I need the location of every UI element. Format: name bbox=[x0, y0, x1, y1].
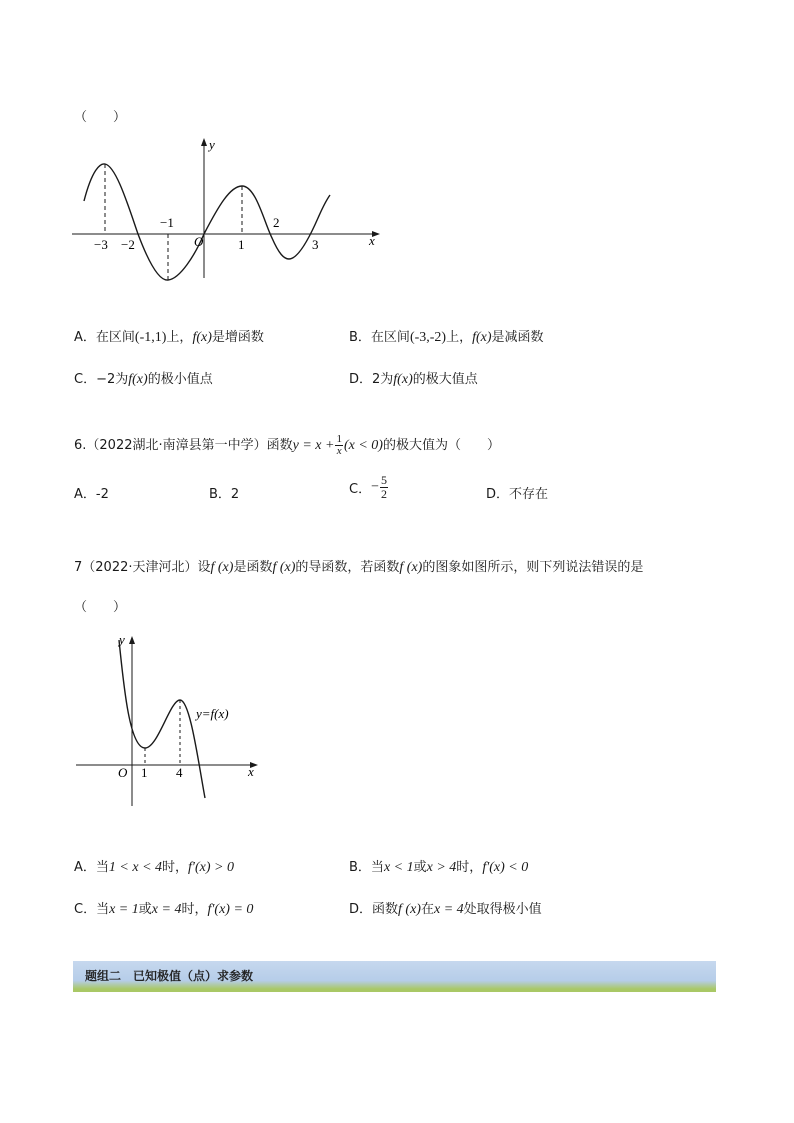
stem-text: 7（2022·天津河北）设 bbox=[74, 560, 211, 575]
origin-label: O bbox=[118, 765, 128, 780]
q5-option-c[interactable] bbox=[74, 368, 213, 388]
interval: (-3,-2) bbox=[409, 330, 447, 345]
tick-label-4: 4 bbox=[176, 765, 183, 780]
x-axis-label: x bbox=[248, 764, 254, 779]
tick-label-1: 1 bbox=[141, 765, 148, 780]
option-letter: C． bbox=[74, 372, 97, 387]
q5-option-d[interactable] bbox=[349, 368, 478, 388]
fraction-denominator: 2 bbox=[380, 487, 387, 501]
x-axis-label: x bbox=[369, 233, 375, 248]
fraction bbox=[335, 434, 343, 457]
tick-label-p2: 2 bbox=[273, 215, 280, 230]
y-axis-arrow bbox=[129, 636, 135, 644]
expression: f′(x) > 0 bbox=[188, 860, 234, 875]
fraction-denominator: x bbox=[336, 445, 342, 457]
option-value: 不存在 bbox=[509, 487, 549, 502]
q5-option-b[interactable] bbox=[349, 326, 544, 346]
q5-answer-paren: （ ） bbox=[74, 110, 127, 125]
option-text: 当 bbox=[370, 860, 384, 875]
q6-option-c[interactable] bbox=[349, 474, 389, 501]
tick-label-p1: 1 bbox=[238, 237, 245, 252]
q7-option-a[interactable] bbox=[74, 856, 234, 876]
expression: y = x + bbox=[292, 438, 335, 453]
option-text: 当 bbox=[96, 902, 110, 917]
option-letter: C． bbox=[74, 902, 97, 917]
option-text: 是增函数 bbox=[211, 330, 264, 345]
option-letter: D． bbox=[349, 372, 373, 387]
function-name: f(x) bbox=[192, 330, 212, 345]
function-name: f (x) bbox=[272, 560, 296, 575]
tick-label-m1: −1 bbox=[160, 215, 174, 230]
option-text: 时， bbox=[162, 860, 189, 875]
option-text: 上， bbox=[446, 330, 473, 345]
option-letter: D． bbox=[486, 487, 510, 502]
y-axis-arrow bbox=[201, 138, 207, 146]
q7-answer-paren: （ ） bbox=[74, 600, 127, 615]
expression: f′(x) = 0 bbox=[207, 902, 254, 917]
option-letter: C． bbox=[349, 482, 372, 497]
option-text: 当 bbox=[95, 860, 109, 875]
condition: x = 1 bbox=[109, 902, 139, 917]
q5-function-graph bbox=[68, 135, 388, 285]
tick-label-m2: −2 bbox=[121, 237, 135, 252]
interval: (-1,1) bbox=[134, 330, 167, 345]
condition: x = 4 bbox=[151, 902, 182, 917]
option-letter: B． bbox=[349, 860, 371, 875]
option-text: 时， bbox=[456, 860, 483, 875]
option-letter: D． bbox=[349, 902, 373, 917]
option-text: 是减函数 bbox=[491, 330, 544, 345]
option-text: 的极大值点 bbox=[412, 372, 478, 387]
option-letter: A． bbox=[74, 487, 96, 502]
option-letter: B． bbox=[349, 330, 371, 345]
curve-label: y=f(x) bbox=[196, 706, 229, 721]
q6-option-a[interactable] bbox=[74, 483, 109, 502]
stem-text: 的极大值为（ ） bbox=[382, 438, 500, 453]
fraction bbox=[380, 474, 388, 501]
option-letter: A． bbox=[74, 330, 96, 345]
q7-option-b[interactable] bbox=[349, 856, 528, 876]
q5-option-a[interactable] bbox=[74, 326, 264, 346]
option-text: 的极小值点 bbox=[147, 372, 213, 387]
option-text: 在 bbox=[420, 902, 434, 917]
q7-stem bbox=[74, 556, 643, 576]
option-value: 2 bbox=[230, 487, 240, 502]
option-text: 在区间 bbox=[370, 330, 410, 345]
option-letter: B． bbox=[209, 487, 231, 502]
origin-label: O bbox=[194, 234, 204, 249]
q7-option-d[interactable] bbox=[349, 898, 542, 918]
q6-option-d[interactable] bbox=[486, 483, 548, 502]
option-text: 或 bbox=[138, 902, 152, 917]
y-axis-label: y bbox=[209, 137, 215, 152]
q6-option-b[interactable] bbox=[209, 483, 239, 502]
fraction-numerator: 1 bbox=[336, 433, 342, 445]
option-text: 时， bbox=[181, 902, 208, 917]
expression: f′(x) < 0 bbox=[482, 860, 529, 875]
section-title: 题组二 已知极值（点）求参数 bbox=[85, 969, 254, 983]
q7-function-graph bbox=[70, 628, 270, 808]
condition: 1 < x < 4 bbox=[108, 860, 163, 875]
tick-label-p3: 3 bbox=[312, 237, 319, 252]
option-letter: A． bbox=[74, 860, 96, 875]
minus-sign: − bbox=[371, 479, 379, 495]
stem-text: 的导函数，若函数 bbox=[295, 560, 400, 575]
fraction-numerator: 5 bbox=[380, 473, 387, 487]
condition: (x < 0) bbox=[343, 438, 383, 453]
option-value: -2 bbox=[95, 487, 109, 502]
y-axis-label: y bbox=[119, 632, 125, 647]
stem-text: 的图象如图所示，则下列说法错误的是 bbox=[422, 560, 644, 575]
stem-text: 是函数 bbox=[233, 560, 273, 575]
condition: x > 4 bbox=[426, 860, 457, 875]
function-name: f (x) bbox=[398, 902, 421, 917]
function-name: f(x) bbox=[472, 330, 492, 345]
condition: x = 4 bbox=[433, 902, 464, 917]
condition: x < 1 bbox=[383, 860, 414, 875]
q6-stem bbox=[74, 434, 500, 457]
stem-text: 6.（2022湖北·南漳县第一中学）函数 bbox=[74, 438, 293, 453]
function-name: f(x) bbox=[128, 372, 148, 387]
function-name: f (x) bbox=[210, 560, 234, 575]
curve-f bbox=[84, 164, 330, 280]
function-name: f(x) bbox=[393, 372, 413, 387]
option-text: −2为 bbox=[96, 372, 129, 387]
option-text: 2为 bbox=[372, 372, 394, 387]
section-banner bbox=[73, 961, 716, 992]
option-text: 或 bbox=[413, 860, 427, 875]
option-text: 处取得极小值 bbox=[463, 902, 542, 917]
function-name: f (x) bbox=[399, 560, 423, 575]
option-text: 上， bbox=[166, 330, 193, 345]
option-text: 函数 bbox=[372, 902, 399, 917]
tick-label-m3: −3 bbox=[94, 237, 108, 252]
q7-option-c[interactable] bbox=[74, 898, 253, 918]
option-text: 在区间 bbox=[95, 330, 135, 345]
